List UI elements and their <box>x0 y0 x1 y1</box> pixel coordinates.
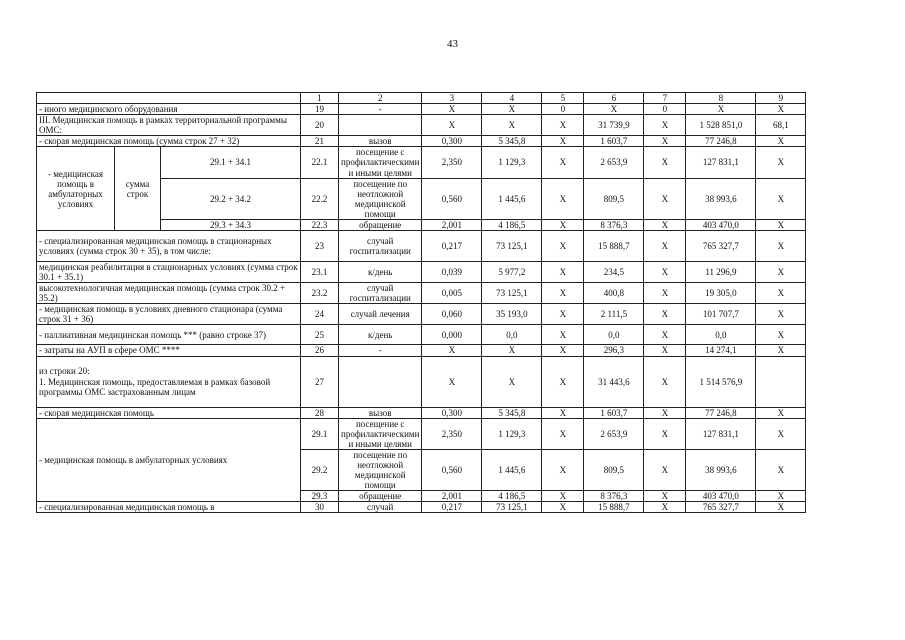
table-cell: 1 528 851,0 <box>686 115 756 136</box>
table-cell: 0,005 <box>422 282 482 303</box>
table-cell: 38 993,6 <box>686 178 756 219</box>
table-cell: 809,5 <box>584 178 644 219</box>
table-cell: 29.3 <box>301 491 339 502</box>
table-cell: 0,300 <box>422 407 482 418</box>
table-cell: X <box>542 261 584 282</box>
table-cell: - скорая медицинская помощь <box>37 407 301 418</box>
table-cell: случай лечения <box>339 303 422 324</box>
table-cell: X <box>482 104 542 115</box>
header-cell: 2 <box>339 93 422 104</box>
table-cell: 4 186,5 <box>482 219 542 230</box>
table-cell: X <box>542 491 584 502</box>
table-row <box>37 104 806 115</box>
table-cell: X <box>542 231 584 262</box>
table-cell: 27 <box>301 356 339 407</box>
table-cell: 29.3 + 34.3 <box>161 219 301 230</box>
table-cell: X <box>644 219 686 230</box>
table-cell: посещение с профилактическими и иными целями <box>339 147 422 178</box>
table-cell: 1 603,7 <box>584 136 644 147</box>
table-cell: посещение по неотложной медицинской помощи <box>339 449 422 490</box>
table-cell: X <box>422 115 482 136</box>
table-cell: X <box>756 418 806 449</box>
table-cell: X <box>644 115 686 136</box>
table-cell: 1 514 576,9 <box>686 356 756 407</box>
table-cell: 5 345,8 <box>482 407 542 418</box>
table-cell: 8 376,3 <box>584 491 644 502</box>
table-cell: вызов <box>339 407 422 418</box>
table-row <box>37 325 806 345</box>
table-cell: X <box>542 115 584 136</box>
table-cell: 77 246,8 <box>686 407 756 418</box>
header-cell: 4 <box>482 93 542 104</box>
table-cell: 0,217 <box>422 502 482 513</box>
table-cell: медицинская реабилитация в стационарных условиях (сумма строк 30.1 + 35.1) <box>37 261 301 282</box>
table-cell: 8 376,3 <box>584 219 644 230</box>
table-cell: 403 470,0 <box>686 219 756 230</box>
table-cell: - медицинская помощь в амбулаторных условиях <box>37 147 115 231</box>
table-cell: X <box>644 261 686 282</box>
table-cell: 20 <box>301 115 339 136</box>
table-cell: 23.1 <box>301 261 339 282</box>
table-cell: - <box>339 345 422 356</box>
table-cell: X <box>756 303 806 324</box>
header-row <box>37 93 806 104</box>
table-cell: X <box>644 345 686 356</box>
table-cell: X <box>756 502 806 513</box>
table-cell: 0,060 <box>422 303 482 324</box>
table-cell: X <box>542 147 584 178</box>
table-row <box>37 115 806 136</box>
table-cell: X <box>542 407 584 418</box>
table-row <box>37 407 806 418</box>
table-cell: X <box>756 147 806 178</box>
table-cell: 0,000 <box>422 325 482 345</box>
table-cell: 68,1 <box>756 115 806 136</box>
table-row <box>37 303 806 324</box>
header-cell: 1 <box>301 93 339 104</box>
table-cell: 4 186,5 <box>482 491 542 502</box>
data-table <box>36 92 806 513</box>
table-cell: обращение <box>339 219 422 230</box>
table-cell: X <box>686 104 756 115</box>
table-cell: X <box>644 418 686 449</box>
table-cell: из строки 20: 1. Медицинская помощь, предоставляемая в рамках базовой программы ОМС застрахованным лицам <box>37 356 301 407</box>
table-cell: X <box>422 104 482 115</box>
table-cell: к/день <box>339 325 422 345</box>
table-row <box>37 147 806 178</box>
table-cell <box>339 115 422 136</box>
table-cell: - специализированная медицинская помощь в стационарных условиях (сумма строк 30 + 35), в том числе: <box>37 231 301 262</box>
table-cell: X <box>756 491 806 502</box>
table-cell: X <box>644 502 686 513</box>
table-cell: 22.3 <box>301 219 339 230</box>
table-cell: - паллиативная медицинская помощь *** (равно строке 37) <box>37 325 301 345</box>
table-cell: 35 193,0 <box>482 303 542 324</box>
table-cell: 127 831,1 <box>686 418 756 449</box>
table-cell: - специализированная медицинская помощь в <box>37 502 301 513</box>
table-cell <box>339 356 422 407</box>
table-cell: 19 <box>301 104 339 115</box>
table-cell: 0,0 <box>584 325 644 345</box>
table-cell: высокотехнологичная медицинская помощь (сумма строк 30.2 + 35.2) <box>37 282 301 303</box>
header-cell: 7 <box>644 93 686 104</box>
page-number: 43 <box>447 38 458 50</box>
table-cell: случай госпитализации <box>339 231 422 262</box>
table-cell: - медицинская помощь в условиях дневного стационара (сумма строк 31 + 36) <box>37 303 301 324</box>
table-cell: X <box>756 231 806 262</box>
table-cell: 29.1 <box>301 418 339 449</box>
table-cell: 38 993,6 <box>686 449 756 490</box>
table-cell: 2,350 <box>422 418 482 449</box>
table-cell: X <box>542 449 584 490</box>
table-cell: X <box>542 178 584 219</box>
table-cell: X <box>644 356 686 407</box>
table-cell: X <box>756 407 806 418</box>
table-cell: X <box>644 282 686 303</box>
table-cell: X <box>756 219 806 230</box>
table-cell: вызов <box>339 136 422 147</box>
table-cell: 11 296,9 <box>686 261 756 282</box>
table-cell: 31 739,9 <box>584 115 644 136</box>
header-cell: 8 <box>686 93 756 104</box>
table-cell: III. Медицинская помощь в рамках территориальной программы ОМС: <box>37 115 301 136</box>
table-cell: X <box>756 345 806 356</box>
table-cell: 29.2 <box>301 449 339 490</box>
table-cell: 0,300 <box>422 136 482 147</box>
table-cell: 0,0 <box>482 325 542 345</box>
table-cell: X <box>756 178 806 219</box>
table-cell: X <box>756 325 806 345</box>
table-cell: 0 <box>542 104 584 115</box>
table-cell: X <box>542 282 584 303</box>
table-cell: 29.2 + 34.2 <box>161 178 301 219</box>
table-cell: 5 977,2 <box>482 261 542 282</box>
table-cell: 77 246,8 <box>686 136 756 147</box>
table-cell: - скорая медицинская помощь (сумма строк 27 + 32) <box>37 136 301 147</box>
table-cell: 25 <box>301 325 339 345</box>
table-row <box>37 502 806 513</box>
table-cell: X <box>584 104 644 115</box>
table-cell: посещение с профилактическими и иными целями <box>339 418 422 449</box>
table-cell: - медицинская помощь в амбулаторных условиях <box>37 418 301 502</box>
header-cell: 6 <box>584 93 644 104</box>
table-cell: 15 888,7 <box>584 502 644 513</box>
table-cell: обращение <box>339 491 422 502</box>
table-cell: 1 445,6 <box>482 449 542 490</box>
table-cell: 73 125,1 <box>482 282 542 303</box>
table-cell: X <box>756 104 806 115</box>
table-cell: - <box>339 104 422 115</box>
table-cell: 2 653,9 <box>584 418 644 449</box>
table-cell: X <box>482 345 542 356</box>
table-cell: 2,350 <box>422 147 482 178</box>
table-cell: X <box>542 136 584 147</box>
table-cell: 2,001 <box>422 491 482 502</box>
table-cell: 23 <box>301 231 339 262</box>
table-cell: X <box>482 356 542 407</box>
table-cell: 765 327,7 <box>686 502 756 513</box>
table-cell: 31 443,6 <box>584 356 644 407</box>
table-cell: сумма строк <box>115 147 161 231</box>
table-cell: случай госпитализации <box>339 282 422 303</box>
table-cell: 403 470,0 <box>686 491 756 502</box>
table-row <box>37 282 806 303</box>
table-row <box>37 136 806 147</box>
table-cell: 26 <box>301 345 339 356</box>
table-cell: 14 274,1 <box>686 345 756 356</box>
table-cell: 0 <box>644 104 686 115</box>
table-cell: X <box>542 303 584 324</box>
table-row <box>37 345 806 356</box>
table-cell: 809,5 <box>584 449 644 490</box>
table-cell: X <box>756 136 806 147</box>
header-cell <box>37 93 301 104</box>
table-cell: 0,039 <box>422 261 482 282</box>
table-cell: X <box>644 449 686 490</box>
table-cell: 0,0 <box>686 325 756 345</box>
table-cell: посещение по неотложной медицинской помощи <box>339 178 422 219</box>
table-cell: 5 345,8 <box>482 136 542 147</box>
table-cell: случай <box>339 502 422 513</box>
header-cell: 3 <box>422 93 482 104</box>
table-cell: X <box>644 178 686 219</box>
table-cell: X <box>482 115 542 136</box>
table-cell: 24 <box>301 303 339 324</box>
table-cell: X <box>644 491 686 502</box>
table-cell: X <box>542 356 584 407</box>
table-cell: X <box>542 325 584 345</box>
table-cell: 19 305,0 <box>686 282 756 303</box>
table-cell: 0,560 <box>422 178 482 219</box>
table-cell: 1 129,3 <box>482 418 542 449</box>
table-cell: X <box>756 449 806 490</box>
table-cell: 1 445,6 <box>482 178 542 219</box>
table-cell: X <box>644 136 686 147</box>
table-cell: - затраты на АУП в сфере ОМС **** <box>37 345 301 356</box>
table-row <box>37 261 806 282</box>
table-cell: 23.2 <box>301 282 339 303</box>
table-cell: к/день <box>339 261 422 282</box>
table-cell: 2 111,5 <box>584 303 644 324</box>
table-cell: X <box>422 345 482 356</box>
table-cell: 1 603,7 <box>584 407 644 418</box>
table-cell: X <box>542 345 584 356</box>
table-cell: 30 <box>301 502 339 513</box>
table-cell: 127 831,1 <box>686 147 756 178</box>
table-cell: X <box>542 502 584 513</box>
header-cell: 5 <box>542 93 584 104</box>
table-cell: X <box>542 418 584 449</box>
table-cell: X <box>756 261 806 282</box>
table-cell: X <box>422 356 482 407</box>
table-cell: - иного медицинского оборудования <box>37 104 301 115</box>
table-cell: 1 129,3 <box>482 147 542 178</box>
table-cell: 22.1 <box>301 147 339 178</box>
table-cell: 2 653,9 <box>584 147 644 178</box>
table-cell: 22.2 <box>301 178 339 219</box>
table-cell: 21 <box>301 136 339 147</box>
table-cell: 2,001 <box>422 219 482 230</box>
table-row <box>37 418 806 449</box>
header-cell: 9 <box>756 93 806 104</box>
table-row <box>37 356 806 407</box>
table-cell: X <box>644 407 686 418</box>
table-cell: X <box>644 303 686 324</box>
table-cell: 400,8 <box>584 282 644 303</box>
table-cell: X <box>644 325 686 345</box>
table-cell: 0,560 <box>422 449 482 490</box>
table-cell: X <box>644 231 686 262</box>
table-row <box>37 231 806 262</box>
table-cell: 29.1 + 34.1 <box>161 147 301 178</box>
table-cell <box>756 356 806 407</box>
table-cell: X <box>644 147 686 178</box>
table-cell: 15 888,7 <box>584 231 644 262</box>
table-cell: 234,5 <box>584 261 644 282</box>
table-cell: X <box>542 219 584 230</box>
table-cell: 0,217 <box>422 231 482 262</box>
table-cell: 73 125,1 <box>482 502 542 513</box>
table-cell: 765 327,7 <box>686 231 756 262</box>
table-cell: X <box>756 282 806 303</box>
table-cell: 28 <box>301 407 339 418</box>
table-cell: 73 125,1 <box>482 231 542 262</box>
table-cell: 101 707,7 <box>686 303 756 324</box>
table-cell: 296,3 <box>584 345 644 356</box>
